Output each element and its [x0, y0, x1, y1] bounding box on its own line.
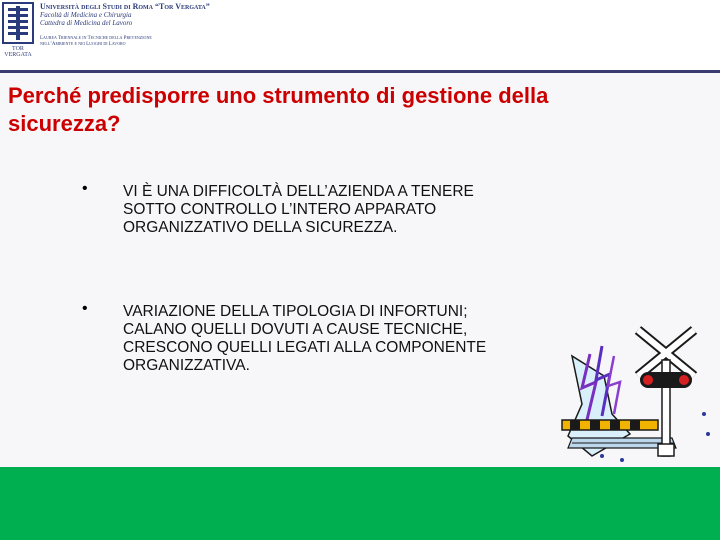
chair-name: Cattedra di Medicina del Lavoro [40, 19, 133, 27]
university-name: Università degli Studi di Roma “Tor Vergata” [40, 2, 210, 11]
course-name-line1: Laurea Triennale in Tecniche della Prevenzione [40, 36, 152, 41]
bullet-marker: • [82, 300, 88, 317]
bullet-list [0, 180, 560, 420]
slide-header [0, 0, 720, 72]
logo-caption: TOR VERGATA [4, 46, 32, 58]
slide-title: Perché predisporre uno strumento di gestione della sicurezza? [8, 83, 549, 136]
university-logo-icon [2, 2, 34, 46]
bullet-item [0, 300, 560, 420]
bullet-item [0, 180, 560, 300]
bullet-text: VI È UNA DIFFICOLTÀ DELL’AZIENDA A TENERE SOTTO CONTROLLO L’INTERO APPARATO ORGANIZZATIVO DELLA SICUREZZA. [123, 183, 474, 236]
bullet-marker: • [82, 180, 88, 197]
faculty-name: Facoltà di Medicina e Chirurgia [40, 11, 132, 19]
bullet-text: VARIAZIONE DELLA TIPOLOGIA DI INFORTUNI; CALANO QUELLI DOVUTI A CAUSE TECNICHE, CRESCONO QUELLI LEGATI ALLA COMPONENTE ORGANIZZATIVA. [123, 303, 487, 374]
course-name-line2: nell’Ambiente e nei Luoghi di Lavoro [40, 42, 126, 47]
railroad-crossing-icon [552, 316, 720, 466]
university-heading [40, 2, 210, 47]
footer-bar [0, 467, 720, 540]
